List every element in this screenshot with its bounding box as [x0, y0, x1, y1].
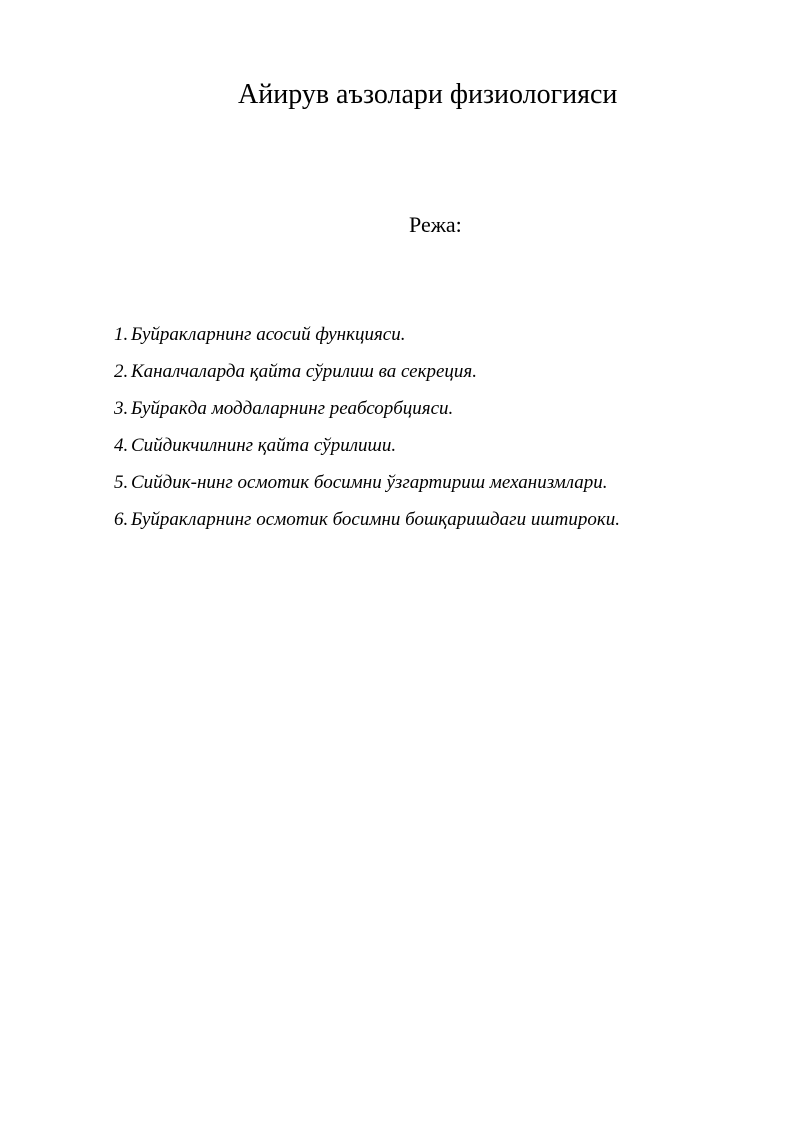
list-item [114, 472, 620, 509]
list-item-number: 4. [114, 435, 129, 456]
list-item-number: 3. [114, 398, 129, 419]
list-item [114, 324, 620, 361]
list-item-number: 6. [114, 509, 129, 530]
list-item [114, 398, 620, 435]
list-item [114, 509, 620, 546]
plan-heading: Режа: [409, 212, 462, 237]
list-item [114, 435, 620, 472]
list-item-text: Сийдик-нинг осмотик босимни ўзгартириш механизмлари. [131, 472, 608, 493]
list-item [114, 361, 620, 398]
list-item-number: 5. [114, 472, 129, 493]
list-item-text: Буйракда моддаларнинг реабсорбцияси. [131, 398, 454, 419]
list-item-number: 2. [114, 361, 129, 382]
plan-list [114, 324, 620, 546]
list-item-number: 1. [114, 324, 129, 345]
list-item-text: Буйракларнинг осмотик босимни бошқаришдаги иштироки. [131, 509, 621, 530]
list-item-text: Буйракларнинг асосий функцияси. [131, 324, 406, 345]
list-item-text: Каналчаларда қайта сўрилиш ва секреция. [131, 361, 477, 382]
page-title: Айирув аъзолари физиологияси [238, 79, 618, 110]
list-item-text: Сийдикчилнинг қайта сўрилиши. [131, 435, 397, 456]
